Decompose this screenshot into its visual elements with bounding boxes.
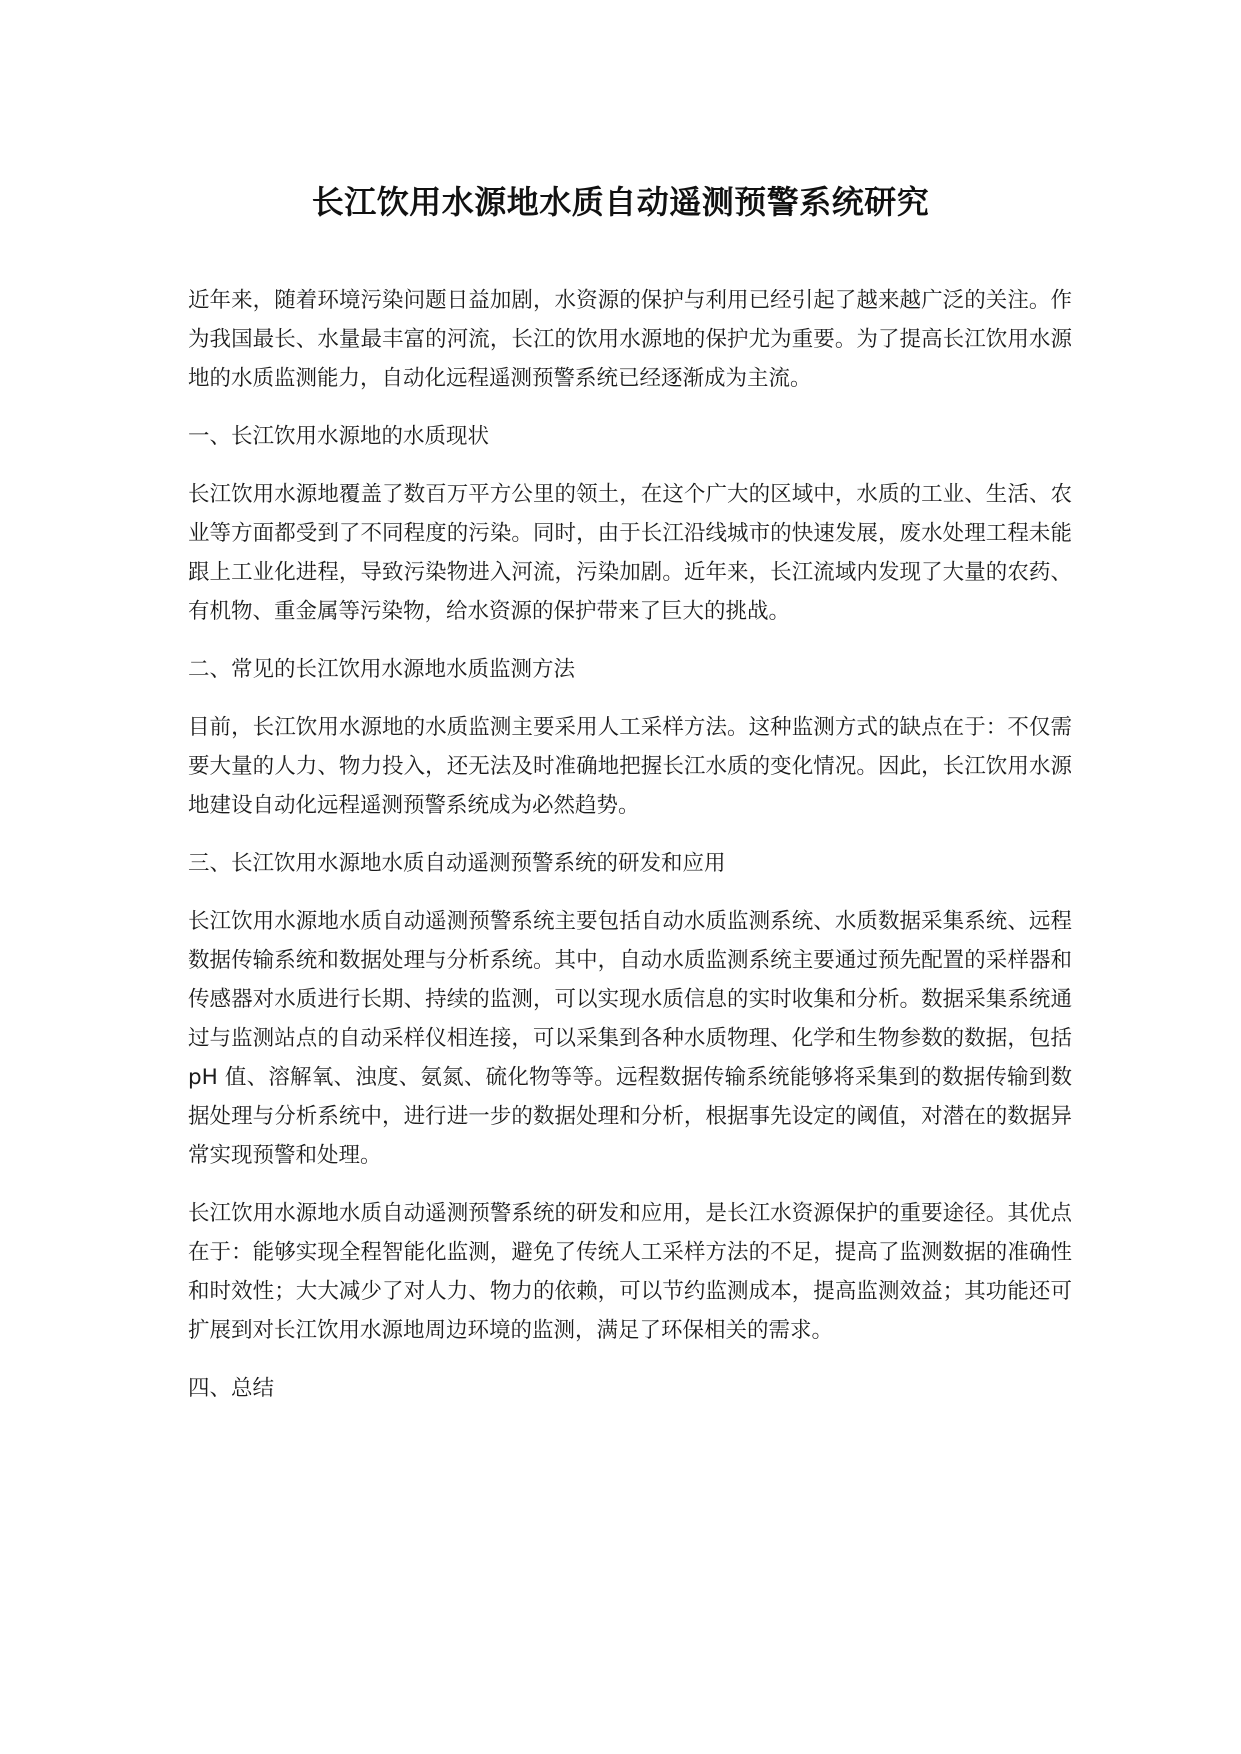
section-heading-1: 一、长江饮用水源地的水质现状 (188, 424, 490, 449)
section-heading-3: 三、长江饮用水源地水质自动遥测预警系统的研发和应用 (188, 851, 726, 876)
paragraph-system-components: 长江饮用水源地水质自动遥测预警系统主要包括自动水质监测系统、水质数据采集系统、远程数据传输系统和数据处理与分析系统。其中，自动水质监测系统主要通过预先配置的采样器和传感器对水质进行长期、持续的监测，可以实现水质信息的实时收集和分析。数据采集系统通过与监测站点的自动采样仪相连接，可以采集到各种水质物理、化学和生物参数的数据，包括 pH 值、溶解氧、浊度、氨氮、硫化物等等。远程数据传输系统能够将采集到的数据传输到数据处理与分析系统中，进行进一步的数据处理和分析，根据事先设定的阈值，对潜在的数据异常实现预警和处理。 (188, 909, 1072, 1168)
section-heading-2: 二、常见的长江饮用水源地水质监测方法 (188, 657, 576, 682)
paragraph-monitoring-methods: 目前，长江饮用水源地的水质监测主要采用人工采样方法。这种监测方式的缺点在于：不仅需要大量的人力、物力投入，还无法及时准确地把握长江水质的变化情况。因此，长江饮用水源地建设自动化远程遥测预警系统成为必然趋势。 (188, 715, 1072, 818)
paragraph-water-status: 长江饮用水源地覆盖了数百万平方公里的领土，在这个广大的区域中，水质的工业、生活、农业等方面都受到了不同程度的污染。同时，由于长江沿线城市的快速发展，废水处理工程未能跟上工业化进程，导致污染物进入河流，污染加剧。近年来，长江流域内发现了大量的农药、有机物、重金属等污染物，给水资源的保护带来了巨大的挑战。 (188, 482, 1072, 624)
paragraph-system-advantages: 长江饮用水源地水质自动遥测预警系统的研发和应用，是长江水资源保护的重要途径。其优点在于：能够实现全程智能化监测，避免了传统人工采样方法的不足，提高了监测数据的准确性和时效性；大大减少了对人力、物力的依赖，可以节约监测成本，提高监测效益；其功能还可扩展到对长江饮用水源地周边环境的监测，满足了环保相关的需求。 (188, 1201, 1072, 1343)
document-title: 长江饮用水源地水质自动遥测预警系统研究 (311, 183, 930, 221)
document-body (188, 281, 1072, 1427)
paragraph-intro: 近年来，随着环境污染问题日益加剧，水资源的保护与利用已经引起了越来越广泛的关注。作为我国最长、水量最丰富的河流，长江的饮用水源地的保护尤为重要。为了提高长江饮用水源地的水质监测能力，自动化远程遥测预警系统已经逐渐成为主流。 (188, 288, 1072, 391)
section-heading-4: 四、总结 (188, 1376, 275, 1401)
